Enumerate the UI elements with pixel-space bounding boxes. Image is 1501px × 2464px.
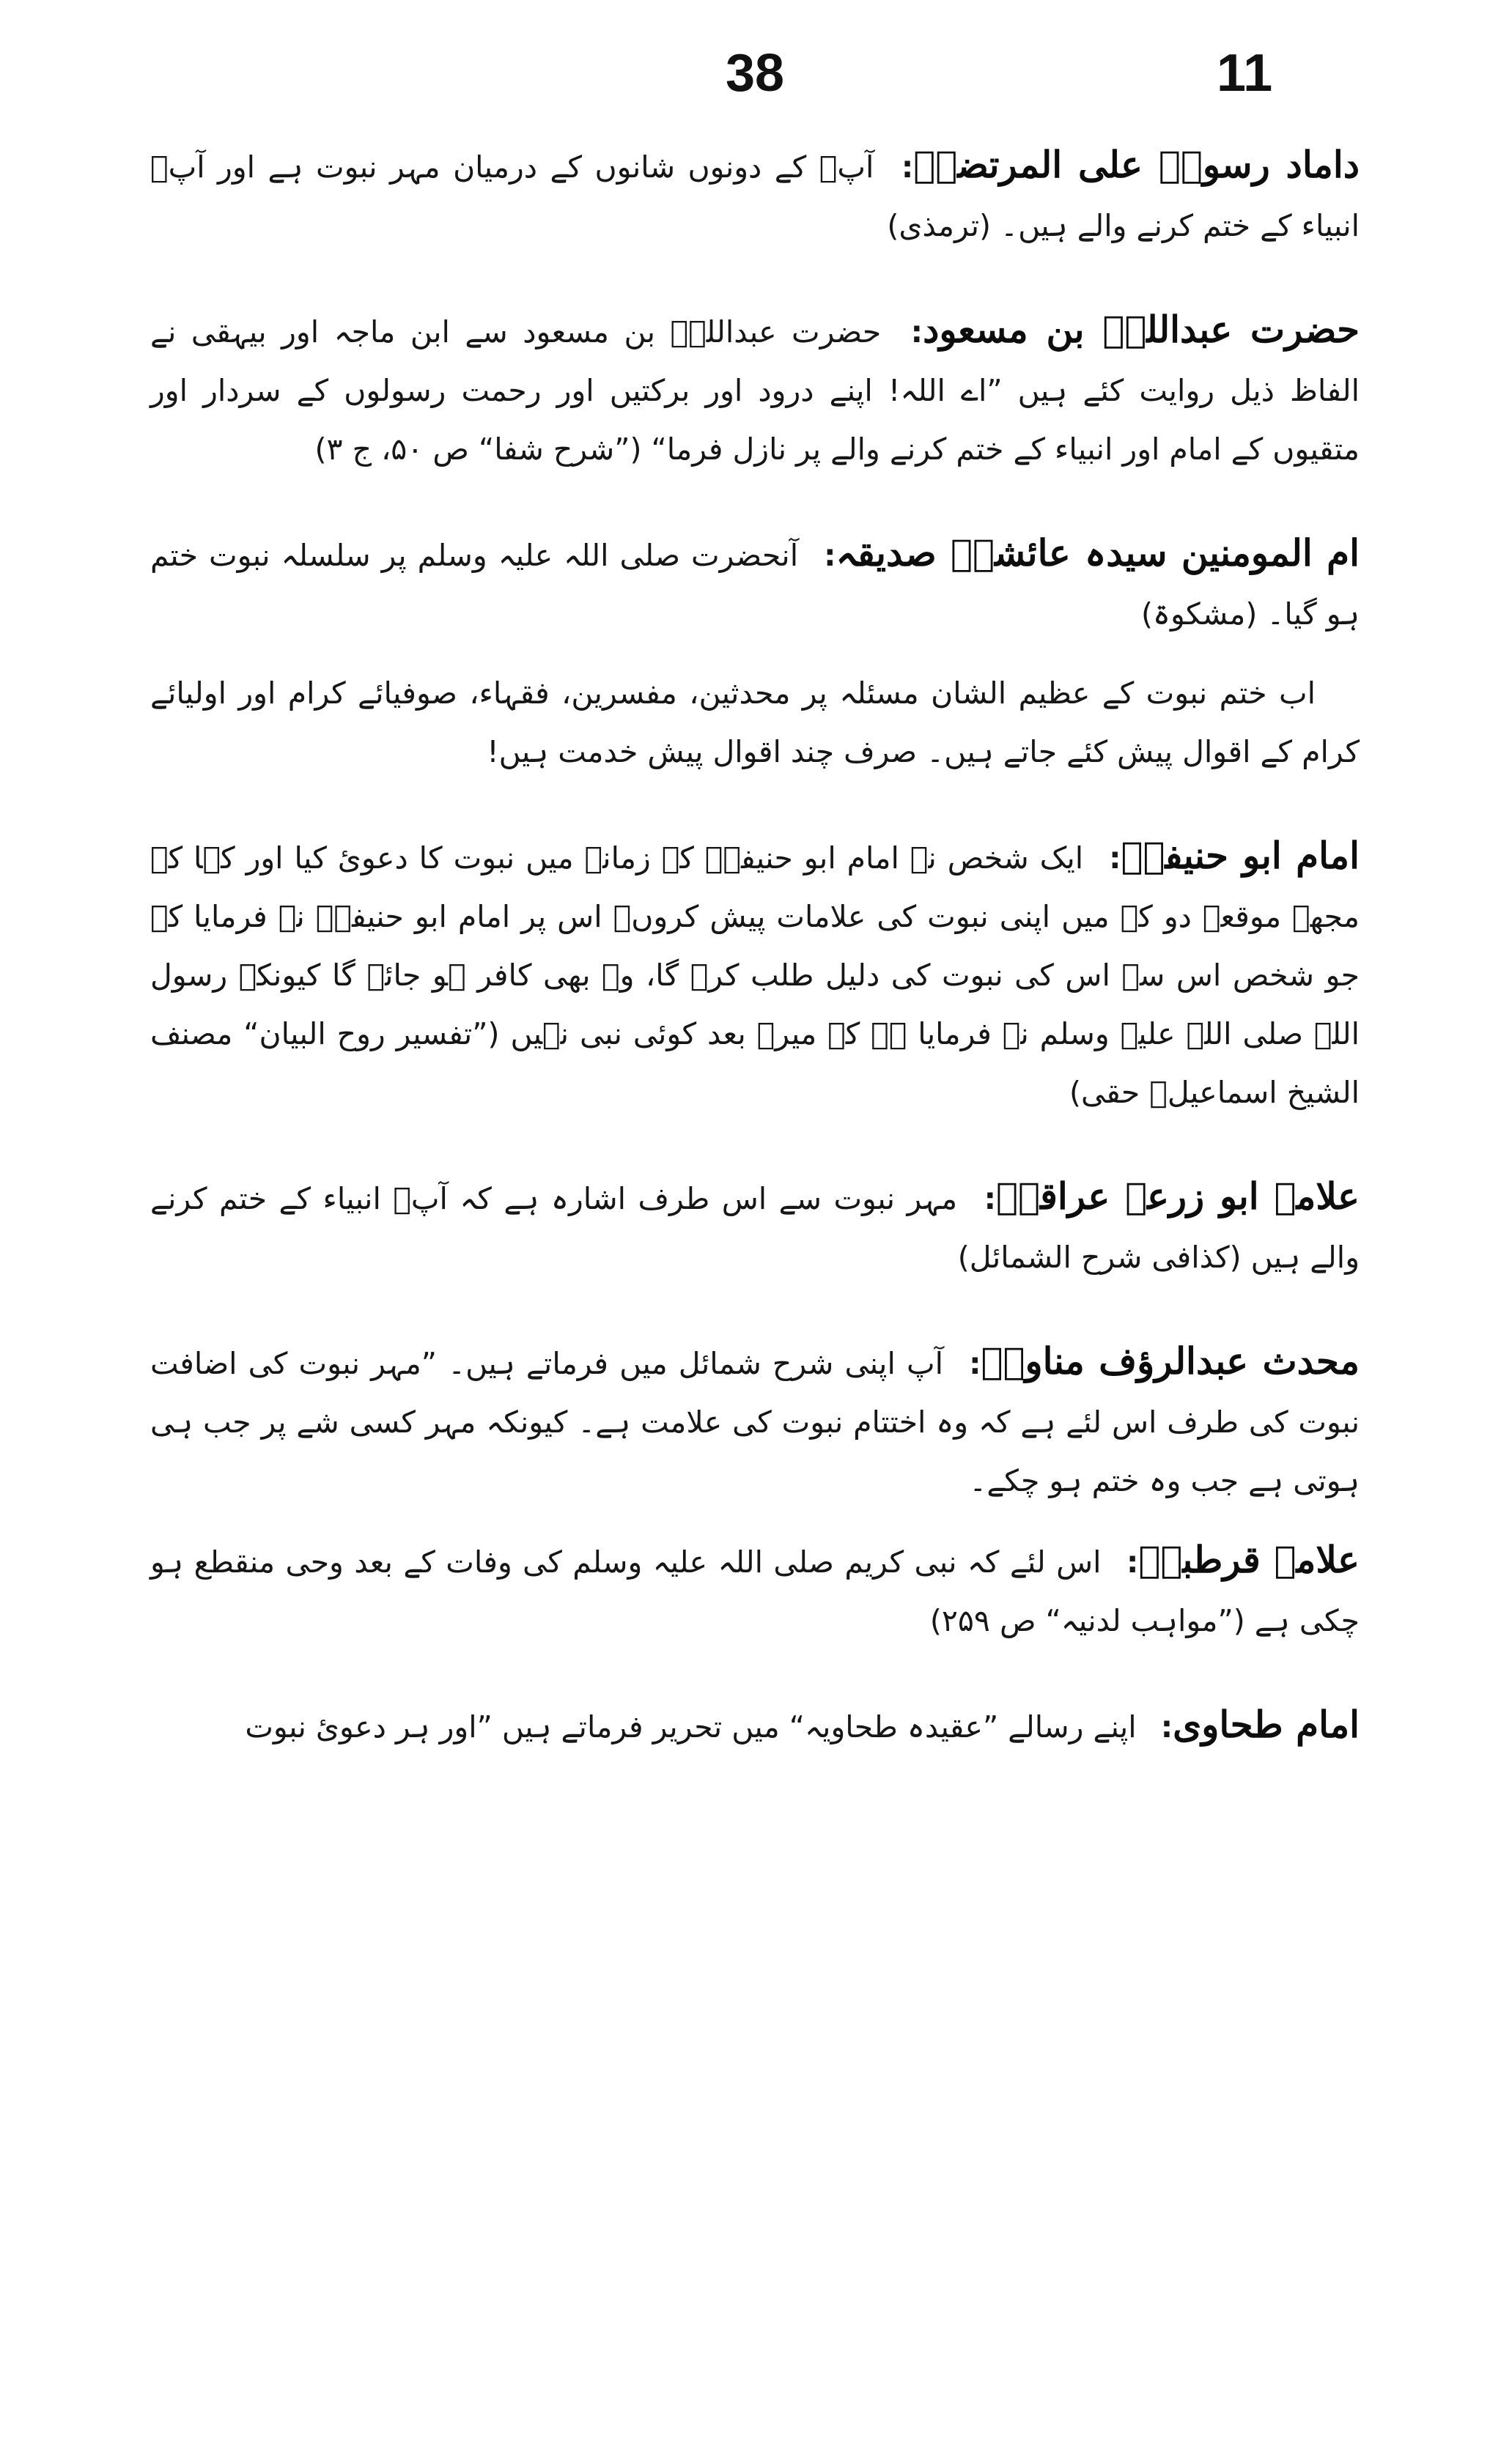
paragraph-text: ایک شخص نے امام ابو حنیفہؒ کے زمانہ میں نبوت کا دعوئ کیا اور کہا کہ مجھے موقعہ دو کہ میں اپنی نبوت کی علامات پیش کروں۔ اس پر امام ابو حنیفہؒ نے فرمایا کہ جو شخص اس سے اس کی نبوت کی دلیل طلب کرے گا، وہ بھی کافر ہو جائے گا کیونکہ رسول اللہ صلی اللہ علیہ وسلم نے فرمایا ہے کہ میرے بعد کوئی نبی نہیں (”تفسیر روح البیان“ مصنف الشیخ اسماعیلؒ حقی) xyxy=(150,840,1360,1110)
paragraph-abu-zura xyxy=(150,1167,1360,1287)
paragraph-heading: امام ابو حنیفہؒ xyxy=(1121,834,1360,877)
paragraph-qurtubi xyxy=(150,1531,1360,1650)
paragraph-heading: داماد رسولؐ علی المرتضیؓ xyxy=(913,143,1360,186)
paragraph-text: آنحضرت صلی اللہ علیہ وسلم پر سلسلہ نبوت ختم ہو گیا۔ (مشکوۃ) xyxy=(150,538,1360,632)
paragraph-aisha xyxy=(150,524,1360,643)
heading-colon: : xyxy=(1109,840,1121,876)
page-body xyxy=(150,136,1360,1802)
book-page-number: 38 xyxy=(726,44,785,103)
heading-colon: : xyxy=(969,1346,981,1381)
paragraph-text: اب ختم نبوت کے عظیم الشان مسئلہ پر محدثین، مفسرین، فقہاء، صوفیائے کرام اور اولیائے کرام کے اقوال پیش کئے جاتے ہیں۔ صرف چند اقوال پیش خدمت ہیں! xyxy=(150,676,1360,769)
paragraph-heading: محدث عبدالرؤف مناویؒ xyxy=(981,1339,1360,1383)
heading-colon: : xyxy=(984,1181,996,1216)
heading-colon: : xyxy=(1160,1709,1173,1745)
heading-colon: : xyxy=(824,538,836,573)
paragraph-heading: علامہ ابو زرعہ عراقیؒ xyxy=(996,1174,1360,1218)
page-header xyxy=(0,40,1501,106)
paragraph-intro xyxy=(150,664,1360,781)
paragraph-munawi xyxy=(150,1332,1360,1510)
paragraph-text: آپؐ کے دونوں شانوں کے درمیان مہر نبوت ہے اور آپؐ انبیاء کے ختم کرنے والے ہیں۔ (ترمذی) xyxy=(150,149,1360,243)
paragraph-abu-hanifa xyxy=(150,826,1360,1122)
paragraph-text: اس لئے کہ نبی کریم صلی اللہ علیہ وسلم کی وفات کے بعد وحی منقطع ہو چکی ہے (”مواہب لدنیہ“ ص ۲۵۹) xyxy=(150,1544,1360,1638)
heading-colon: : xyxy=(1126,1544,1139,1580)
heading-colon: : xyxy=(901,149,914,185)
paragraph-heading: علامہ قرطبیؒ xyxy=(1138,1538,1360,1581)
heading-colon: : xyxy=(910,314,923,349)
section-page-number: 11 xyxy=(1217,44,1273,103)
paragraph-heading: حضرت عبداللہؓ بن مسعود xyxy=(923,308,1360,351)
paragraph-tahawi xyxy=(150,1695,1360,1756)
paragraph-ibn-masud xyxy=(150,300,1360,478)
paragraph-heading: امام طحاوی xyxy=(1173,1703,1360,1746)
paragraph-text: حضرت عبداللہؓ بن مسعود سے ابن ماجہ اور بیہقی نے الفاظ ذیل روایت کئے ہیں ”اے اللہ! اپنے درود اور برکتیں اور رحمت رسولوں کے سردار اور متقیوں کے امام اور انبیاء کے ختم کرنے والے پر نازل فرما“ (”شرح شفا“ ص ۵۰، ج ۳) xyxy=(150,314,1360,467)
paragraph-heading: ام المومنین سیدہ عائشہؓ صدیقہ xyxy=(836,531,1360,574)
paragraph-text: آپ اپنی شرح شمائل میں فرماتے ہیں۔ ”مہر نبوت کی اضافت نبوت کی طرف اس لئے ہے کہ وہ اختتام نبوت کی علامت ہے۔ کیونکہ مہر کسی شے پر جب ہی ہوتی ہے جب وہ ختم ہو چکے۔ xyxy=(150,1346,1360,1498)
paragraph-text: مہر نبوت سے اس طرف اشارہ ہے کہ آپؐ انبیاء کے ختم کرنے والے ہیں (کذافی شرح الشمائل) xyxy=(150,1181,1360,1275)
paragraph-ali xyxy=(150,136,1360,255)
paragraph-text: اپنے رسالے ”عقیدہ طحاویہ“ میں تحریر فرماتے ہیں ”اور ہر دعوئ نبوت xyxy=(245,1709,1137,1745)
